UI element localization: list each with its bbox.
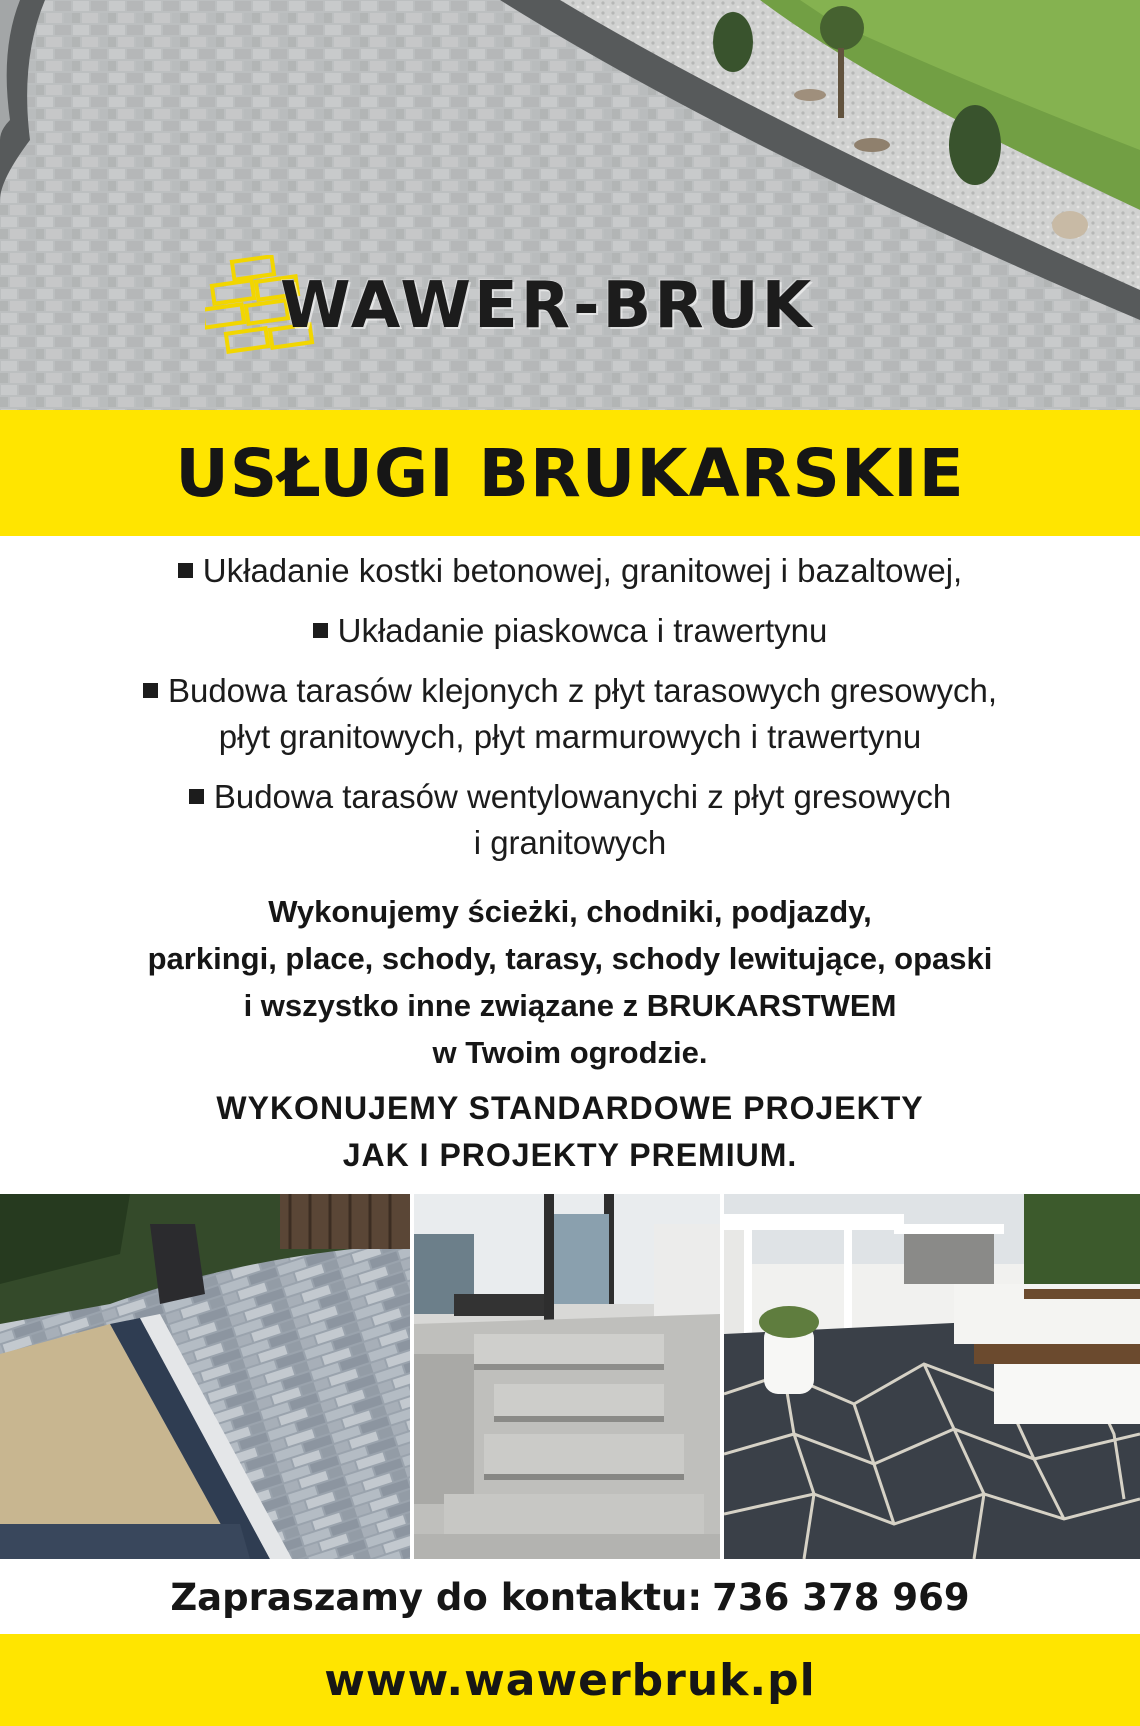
brand-name: WAWER-BRUK — [280, 269, 815, 343]
description-line: Wykonujemy ścieżki, chodniki, podjazdy, — [268, 894, 872, 929]
photo-paved-path — [0, 1194, 410, 1559]
service-item: Budowa tarasów klejonych z płyt tarasowych gresowych, płyt granitowych, płyt marmurowych i trawertynu — [0, 668, 1140, 760]
hero-photo-driveway — [0, 0, 1140, 410]
headline: USŁUGI BRUKARSKIE — [175, 434, 965, 512]
contact-line — [0, 1560, 1140, 1634]
description-line: parkingi, place, schody, tarasy, schody lewitujące, opaski — [147, 941, 993, 976]
projects-statement — [0, 1085, 1140, 1179]
service-item: Układanie kostki betonowej, granitowej i bazaltowej, — [0, 548, 1140, 594]
description-line: i wszystko inne związane z BRUKARSTWEM — [243, 988, 897, 1023]
headline-band — [0, 410, 1140, 536]
website-band — [0, 1634, 1140, 1726]
description-line: w Twoim ogrodzie. — [432, 1035, 708, 1070]
square-bullet-icon — [143, 683, 158, 698]
phone-number[interactable]: 736 378 969 — [712, 1575, 970, 1619]
services-list — [0, 548, 1140, 880]
projects-line: WYKONUJEMY STANDARDOWE PROJEKTY — [216, 1090, 924, 1126]
contact-label: Zapraszamy do kontaktu: — [170, 1575, 703, 1619]
square-bullet-icon — [313, 623, 328, 638]
projects-line: JAK I PROJEKTY PREMIUM. — [342, 1137, 798, 1173]
brand-logo — [205, 255, 925, 365]
square-bullet-icon — [189, 789, 204, 804]
website-link[interactable]: www.wawerbruk.pl — [324, 1654, 816, 1706]
service-item: Budowa tarasów wentylowanychi z płyt gresowych i granitowych — [0, 774, 1140, 866]
square-bullet-icon — [178, 563, 193, 578]
photo-flagstone-patio — [724, 1194, 1140, 1559]
service-item: Układanie piaskowca i trawertynu — [0, 608, 1140, 654]
photo-gallery — [0, 1194, 1140, 1559]
photo-terrace-steps — [414, 1194, 720, 1559]
description — [0, 888, 1140, 1076]
